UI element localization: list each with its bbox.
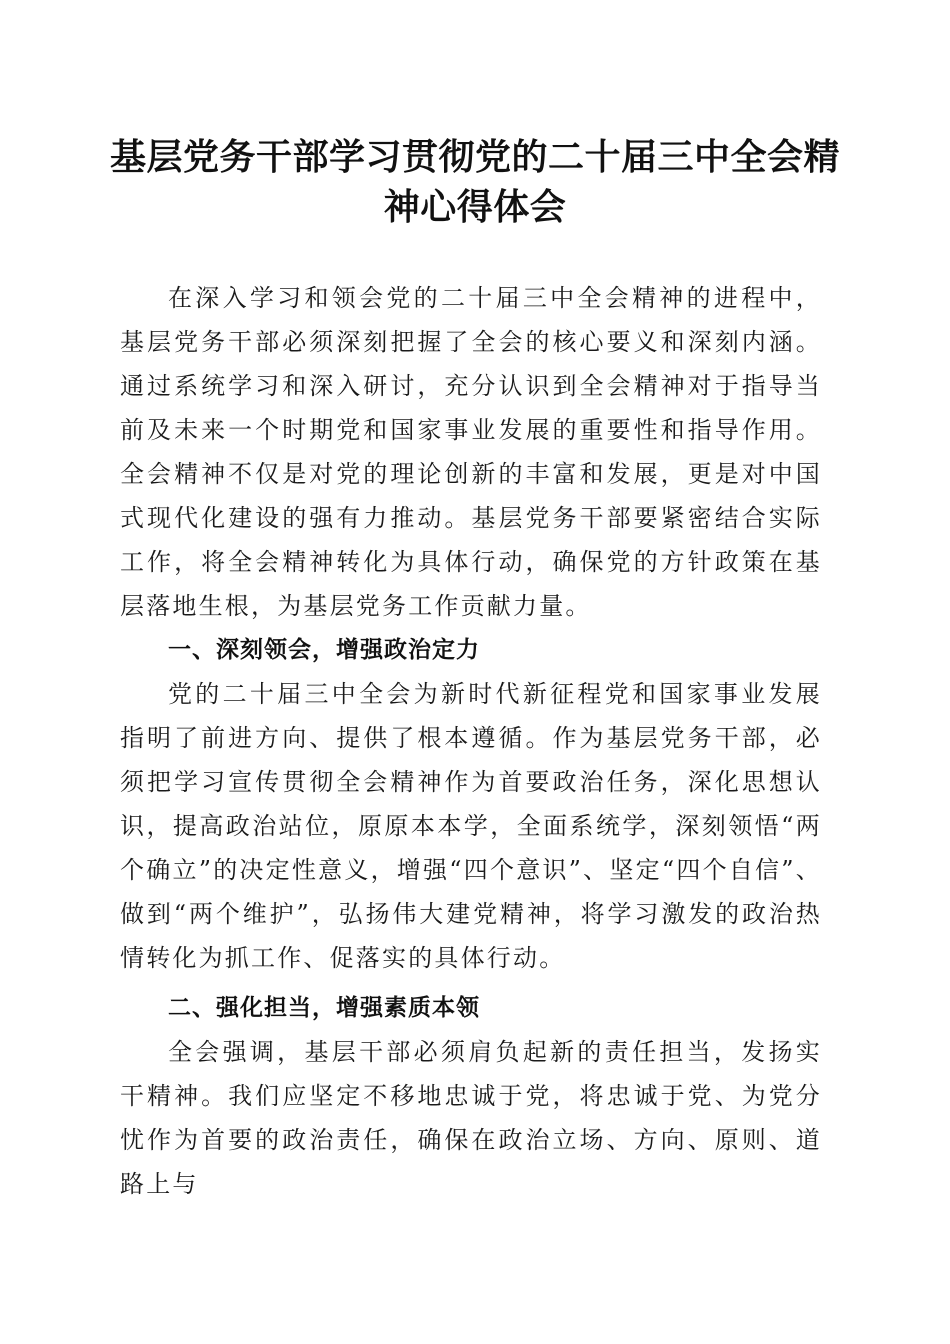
section-paragraph-1: 党的二十届三中全会为新时代新征程党和国家事业发展指明了前进方向、提供了根本遵循。作为基层党务干部，必须把学习宣传贯彻全会精神作为首要政治任务，深化思想认识，提高政治站位，原原本本学，全面系统学，深刻领悟“两个确立”的决定性意义，增强“四个意识”、坚定“四个自信”、做到“两个维护”，弘扬伟大建党精神，将学习激发的政治热情转化为抓工作、促落实的具体行动。 [120, 680, 822, 972]
document-title: 基层党务干部学习贯彻党的二十届三中全会精神心得体会 [110, 136, 841, 228]
intro-paragraph: 在深入学习和领会党的二十届三中全会精神的进程中，基层党务干部必须深刻把握了全会的核心要义和深刻内涵。通过系统学习和深入研讨，充分认识到全会精神对于指导当前及未来一个时期党和国家事业发展的重要性和指导作用。全会精神不仅是对党的理论创新的丰富和发展，更是对中国式现代化建设的强有力推动。基层党务干部要紧密结合实际工作，将全会精神转化为具体行动，确保党的方针政策在基层落地生根，为基层党务工作贡献力量。 [120, 284, 822, 620]
section-paragraph-2: 全会强调，基层干部必须肩负起新的责任担当，发扬实干精神。我们应坚定不移地忠诚于党，将忠诚于党、为党分忧作为首要的政治责任，确保在政治立场、方向、原则、道路上与 [120, 1038, 822, 1198]
section-heading-2: 二、强化担当，增强素质本领 [168, 995, 480, 1021]
document-body [120, 276, 822, 1206]
section-heading-1: 一、深刻领会，增强政治定力 [168, 637, 480, 663]
